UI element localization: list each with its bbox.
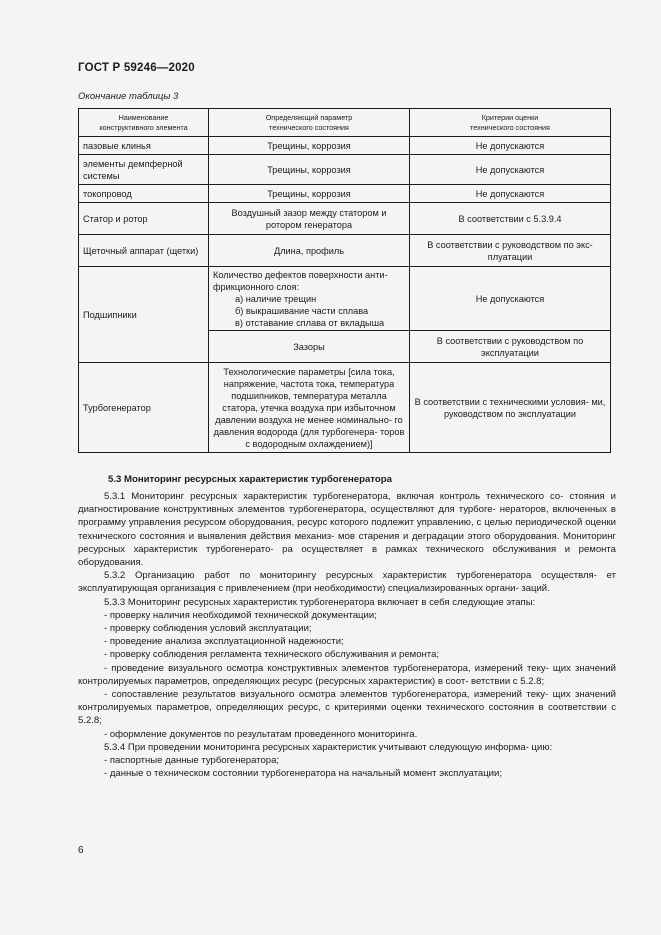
row-criteria: Не допускаются (410, 185, 611, 203)
paragraph: 5.3.4 При проведении мониторинга ресурсных характеристик учитывают следующую информа- цию: (104, 741, 553, 753)
list-item: - сопоставление результатов визуального осмотра элементов турбогенератора, измерений теку- щих значений контролируемых параметров, определяющих ресурс, с критериями оценки технического состояния в соответствии с 5.2.8; (78, 689, 616, 727)
table-row (79, 137, 611, 155)
section-body (78, 490, 616, 780)
list-item: - проверку соблюдения регламента технического обслуживания и ремонта; (104, 649, 440, 661)
list-item: - оформление документов по результатам проведенного мониторинга. (104, 728, 418, 740)
row-name: элементы демпферной системы (79, 155, 209, 185)
table-row (79, 185, 611, 203)
table-row (79, 155, 611, 185)
row-criteria: Не допускаются (410, 155, 611, 185)
list-item: - данные о техническом состоянии турбогенератора на начальный момент эксплуатации; (104, 768, 502, 780)
paragraph: 5.3.3 Мониторинг ресурсных характеристик турбогенератора включает в себя следующие этапы: (104, 596, 536, 608)
row-param: Трещины, коррозия (209, 185, 410, 203)
list-item: - проверку наличия необходимой технической документации; (104, 609, 377, 621)
criteria-table (78, 108, 611, 453)
row-param: Трещины, коррозия (209, 155, 410, 185)
list-item: - проведение визуального осмотра конструктивных элементов турбогенератора, измерений теку- щих значений контролируемых параметров, определяющих ресурс (ресурсных характеристик) в соот- ветствии с 5.2.8; (78, 662, 616, 687)
row-name: Щеточный аппарат (щетки) (79, 235, 209, 267)
row-param: Зазоры (209, 331, 410, 363)
row-criteria: В соответствии с руководством по экс- плуатации (410, 235, 611, 267)
paragraph: 5.3.1 Мониторинг ресурсных характеристик турбогенератора, включая контроль технического со- стояния и диагностирование конструктивных элементов турбогенератора, осуществляют для турбоге- нераторов, включенных в программу управления ресурсом оборудования, ресурс которого подлежит управлению, с целью периодической оценки технического состояния и выявления действия механиз- мов старения и деградации этого оборудования. Мониторинг ресурсных характеристик турбогенерато- ра осуществляет в рамках технического обслуживания и ремонта оборудования. (78, 491, 616, 569)
header-criteria: Критерии оценки технического состояния (410, 109, 611, 137)
defect-item: а) наличие трещин (235, 293, 317, 304)
row-param: Трещины, коррозия (209, 137, 410, 155)
row-name: пазовые клинья (79, 137, 209, 155)
table-row (79, 363, 611, 453)
header-parameter: Определяющий параметр технического состояния (209, 109, 410, 137)
row-param-defects (209, 267, 410, 331)
row-criteria: Не допускаются (410, 137, 611, 155)
row-criteria: Не допускаются (410, 267, 611, 331)
row-name: Подшипники (79, 267, 209, 363)
defects-intro: Количество дефектов поверхности анти- фрикционного слоя: (213, 269, 388, 292)
row-param: Длина, профиль (209, 235, 410, 267)
row-name: токопровод (79, 185, 209, 203)
list-item: - паспортные данные турбогенератора; (104, 755, 280, 767)
defect-item: б) выкрашивание части сплава (235, 305, 369, 316)
paragraph: 5.3.2 Организацию работ по мониторингу ресурсных характеристик турбогенератора осуществля- ет эксплуатирующая организация с привлечением (при необходимости) специализированных органи- заций. (78, 570, 616, 595)
table-caption: Окончание таблицы 3 (78, 91, 179, 102)
row-name: Статор и ротор (79, 203, 209, 235)
defect-item: в) отставание сплава от вкладыша (235, 317, 385, 328)
row-param: Технологические параметры [сила тока, напряжение, частота тока, температура подшипников, температура металла статора, утечка воздуха при избыточном давлении воздуха не менее номинально- го давления водорода (для турбогенера- торов с водородным охлаждением)] (209, 363, 410, 453)
page-number: 6 (78, 845, 84, 856)
row-param: Воздушный зазор между статором и ротором генератора (209, 203, 410, 235)
section-title: 5.3 Мониторинг ресурсных характеристик турбогенератора (108, 474, 392, 485)
row-criteria: В соответствии с техническими условия- ми, руководством по эксплуатации (410, 363, 611, 453)
header-element: Наименование конструктивного элемента (79, 109, 209, 137)
row-criteria: В соответствии с руководством по эксплуатации (410, 331, 611, 363)
row-name: Турбогенератор (79, 363, 209, 453)
document-id: ГОСТ Р 59246—2020 (78, 62, 195, 74)
list-item: - проверку соблюдения условий эксплуатации; (104, 623, 312, 635)
row-criteria: В соответствии с 5.3.9.4 (410, 203, 611, 235)
table-row-bearings-defects (79, 267, 611, 331)
table-row (79, 203, 611, 235)
list-item: - проведение анализа эксплуатационной надежности; (104, 636, 344, 648)
table-header-row (79, 109, 611, 137)
table-row (79, 235, 611, 267)
